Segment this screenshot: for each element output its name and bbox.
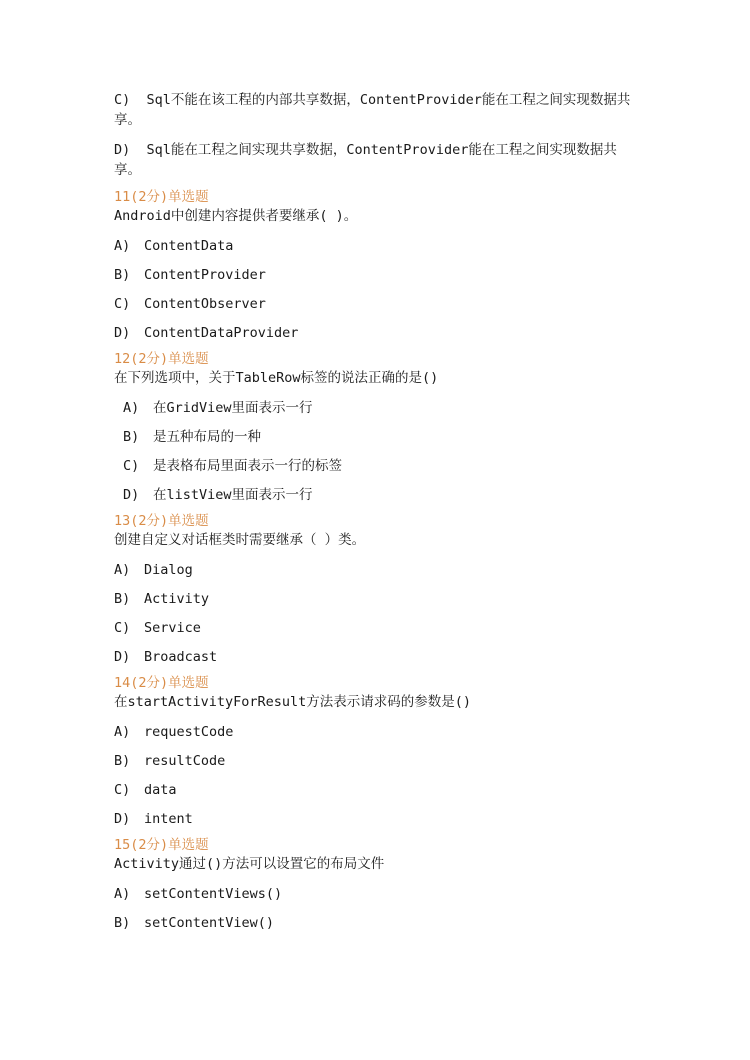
- option-key: B): [114, 915, 131, 931]
- option-key: A): [114, 238, 131, 254]
- option-row: [114, 398, 634, 418]
- option-key: B): [123, 429, 140, 445]
- option-paragraph: [114, 140, 634, 180]
- option-text: Sql不能在该工程的内部共享数据，ContentProvider能在工程之间实现数据共享。: [114, 92, 631, 128]
- question-13: [114, 512, 634, 667]
- option-row: [114, 560, 634, 580]
- option-text: ContentData: [144, 238, 234, 254]
- option-text: ContentDataProvider: [144, 325, 299, 341]
- option-key: A): [114, 724, 131, 740]
- option-row: [114, 236, 634, 256]
- option-row: [114, 722, 634, 742]
- option-key: D): [114, 142, 131, 158]
- option-row: [114, 884, 634, 904]
- question-15: [114, 836, 634, 933]
- option-text: Activity: [144, 591, 210, 607]
- question-text: Android中创建内容提供者要继承( )。: [114, 208, 358, 224]
- option-key: D): [114, 649, 131, 665]
- option-text: Sql能在工程之间实现共享数据，ContentProvider能在工程之间实现数据共享。: [114, 142, 617, 178]
- option-paragraph: [114, 90, 634, 130]
- option-text: 在listView里面表示一行: [153, 487, 313, 503]
- question-12: [114, 350, 634, 505]
- option-row: [114, 780, 634, 800]
- question-header: 13(2分)单选题: [114, 513, 209, 529]
- option-row: [114, 913, 634, 933]
- question-header: 15(2分)单选题: [114, 837, 209, 853]
- option-key: D): [114, 325, 131, 341]
- option-text: resultCode: [144, 753, 226, 769]
- option-key: C): [114, 782, 131, 798]
- option-row: [114, 589, 634, 609]
- question-header: 11(2分)单选题: [114, 189, 209, 205]
- question-text: Activity通过()方法可以设置它的布局文件: [114, 856, 385, 872]
- question-11: [114, 188, 634, 343]
- option-text: ContentObserver: [144, 296, 266, 312]
- option-row: [114, 751, 634, 771]
- question-14: [114, 674, 634, 829]
- option-row: [114, 294, 634, 314]
- option-text: Broadcast: [144, 649, 218, 665]
- option-key: C): [114, 620, 131, 636]
- option-text: 在GridView里面表示一行: [153, 400, 313, 416]
- question-text: 创建自定义对话框类时需要继承（ ）类。: [114, 532, 366, 548]
- option-text: requestCode: [144, 724, 234, 740]
- option-text: setContentView(): [144, 915, 275, 931]
- option-key: D): [123, 487, 140, 503]
- option-key: B): [114, 753, 131, 769]
- option-text: 是五种布局的一种: [153, 429, 261, 445]
- question-text: 在startActivityForResult方法表示请求码的参数是(): [114, 694, 472, 710]
- option-text: setContentViews(): [144, 886, 283, 902]
- prev-question-options: [114, 90, 634, 180]
- option-key: C): [114, 296, 131, 312]
- option-key: C): [114, 92, 131, 108]
- option-key: B): [114, 267, 131, 283]
- document-page: [114, 90, 634, 942]
- option-key: A): [114, 562, 131, 578]
- question-header: 14(2分)单选题: [114, 675, 209, 691]
- option-row: [114, 323, 634, 343]
- option-row: [114, 647, 634, 667]
- option-key: A): [114, 886, 131, 902]
- question-text: 在下列选项中，关于TableRow标签的说法正确的是(): [114, 370, 439, 386]
- question-header: 12(2分)单选题: [114, 351, 209, 367]
- option-text: Dialog: [144, 562, 193, 578]
- option-key: C): [123, 458, 140, 474]
- option-text: Service: [144, 620, 201, 636]
- option-row: [114, 485, 634, 505]
- option-key: B): [114, 591, 131, 607]
- option-row: [114, 809, 634, 829]
- option-text: ContentProvider: [144, 267, 266, 283]
- option-row: [114, 618, 634, 638]
- option-text: intent: [144, 811, 193, 827]
- option-text: data: [144, 782, 177, 798]
- option-row: [114, 427, 634, 447]
- option-text: 是表格布局里面表示一行的标签: [153, 458, 342, 474]
- option-key: A): [123, 400, 140, 416]
- option-key: D): [114, 811, 131, 827]
- option-row: [114, 265, 634, 285]
- option-row: [114, 456, 634, 476]
